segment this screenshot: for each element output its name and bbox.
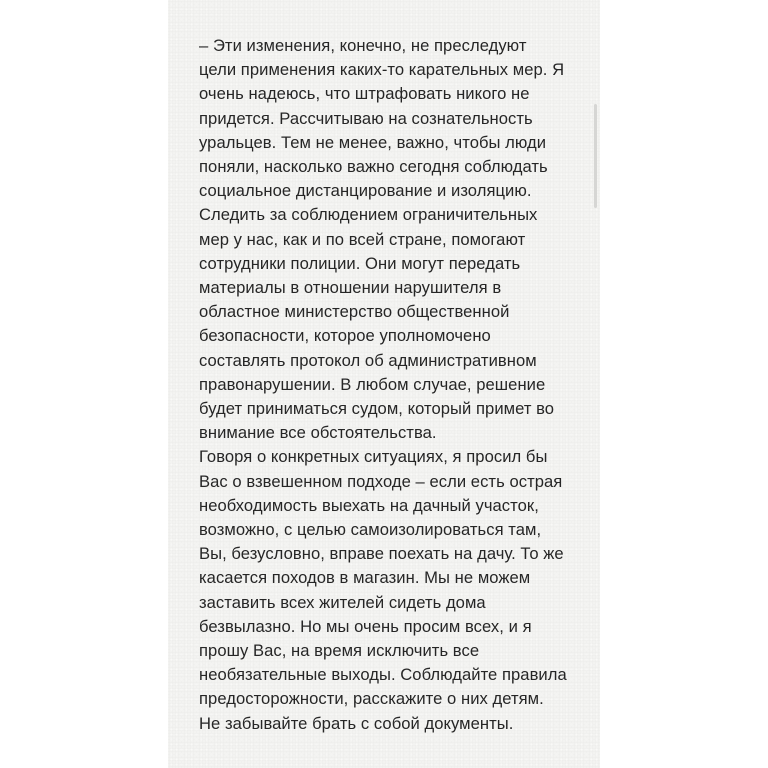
note-line: поняли, насколько важно сегодня соблюдать: [199, 157, 548, 177]
note-line: социальное дистанцирование и изоляцию.: [199, 181, 532, 201]
note-line: Вы, безусловно, вправе поехать на дачу. То же: [199, 544, 564, 564]
note-line: – Эти изменения, конечно, не преследуют: [199, 36, 527, 55]
note-line: очень надеюсь, что штрафовать никого не: [199, 84, 530, 104]
note-line: будет приниматься судом, который примет во: [199, 399, 555, 419]
note-line: прошу Вас, на время исключить все: [199, 641, 480, 661]
note-line: внимание все обстоятельства.: [199, 423, 437, 443]
note-line: Вас о взвешенном подходе – если есть острая: [199, 471, 563, 491]
note-line: возможно, с целью самоизолироваться там,: [199, 520, 542, 540]
note-line: мер у нас, как и по всей стране, помогают: [199, 229, 526, 249]
note-line: правонарушении. В любом случае, решение: [199, 374, 546, 394]
note-line: областное министерство общественной: [199, 302, 510, 322]
note-line: уральцев. Тем не менее, важно, чтобы люди: [199, 132, 547, 152]
scrollbar[interactable]: [594, 104, 597, 208]
note-line: необходимость выехать на дачный участок,: [199, 495, 539, 515]
note-line: заставить всех жителей сидеть дома: [199, 592, 486, 612]
note-line: безвылазно. Но мы очень просим всех, и я: [199, 616, 532, 636]
note-line: Говоря о конкретных ситуациях, я просил бы: [199, 447, 548, 467]
note-line: Не забывайте брать с собой документы.: [199, 713, 514, 733]
note-line: цели применения каких-то карательных мер. Я: [199, 60, 565, 80]
note-line: предосторожности, расскажите о них детям.: [199, 689, 544, 709]
note-line: безопасности, которое уполномочено: [199, 326, 491, 346]
note-sheet[interactable]: [168, 0, 600, 768]
note-line: касается походов в магазин. Мы не можем: [199, 568, 531, 588]
note-line: составлять протокол об административном: [199, 350, 537, 370]
note-line: материалы в отношении нарушителя в: [199, 278, 502, 298]
note-line: придется. Рассчитываю на сознательность: [199, 108, 533, 128]
note-text: [199, 34, 594, 736]
note-line: необязательные выходы. Соблюдайте правила: [199, 665, 567, 685]
note-line: Следить за соблюдением ограничительных: [199, 205, 538, 225]
scrollbar-thumb[interactable]: [594, 104, 597, 208]
note-line: сотрудники полиции. Они могут передать: [199, 253, 521, 273]
